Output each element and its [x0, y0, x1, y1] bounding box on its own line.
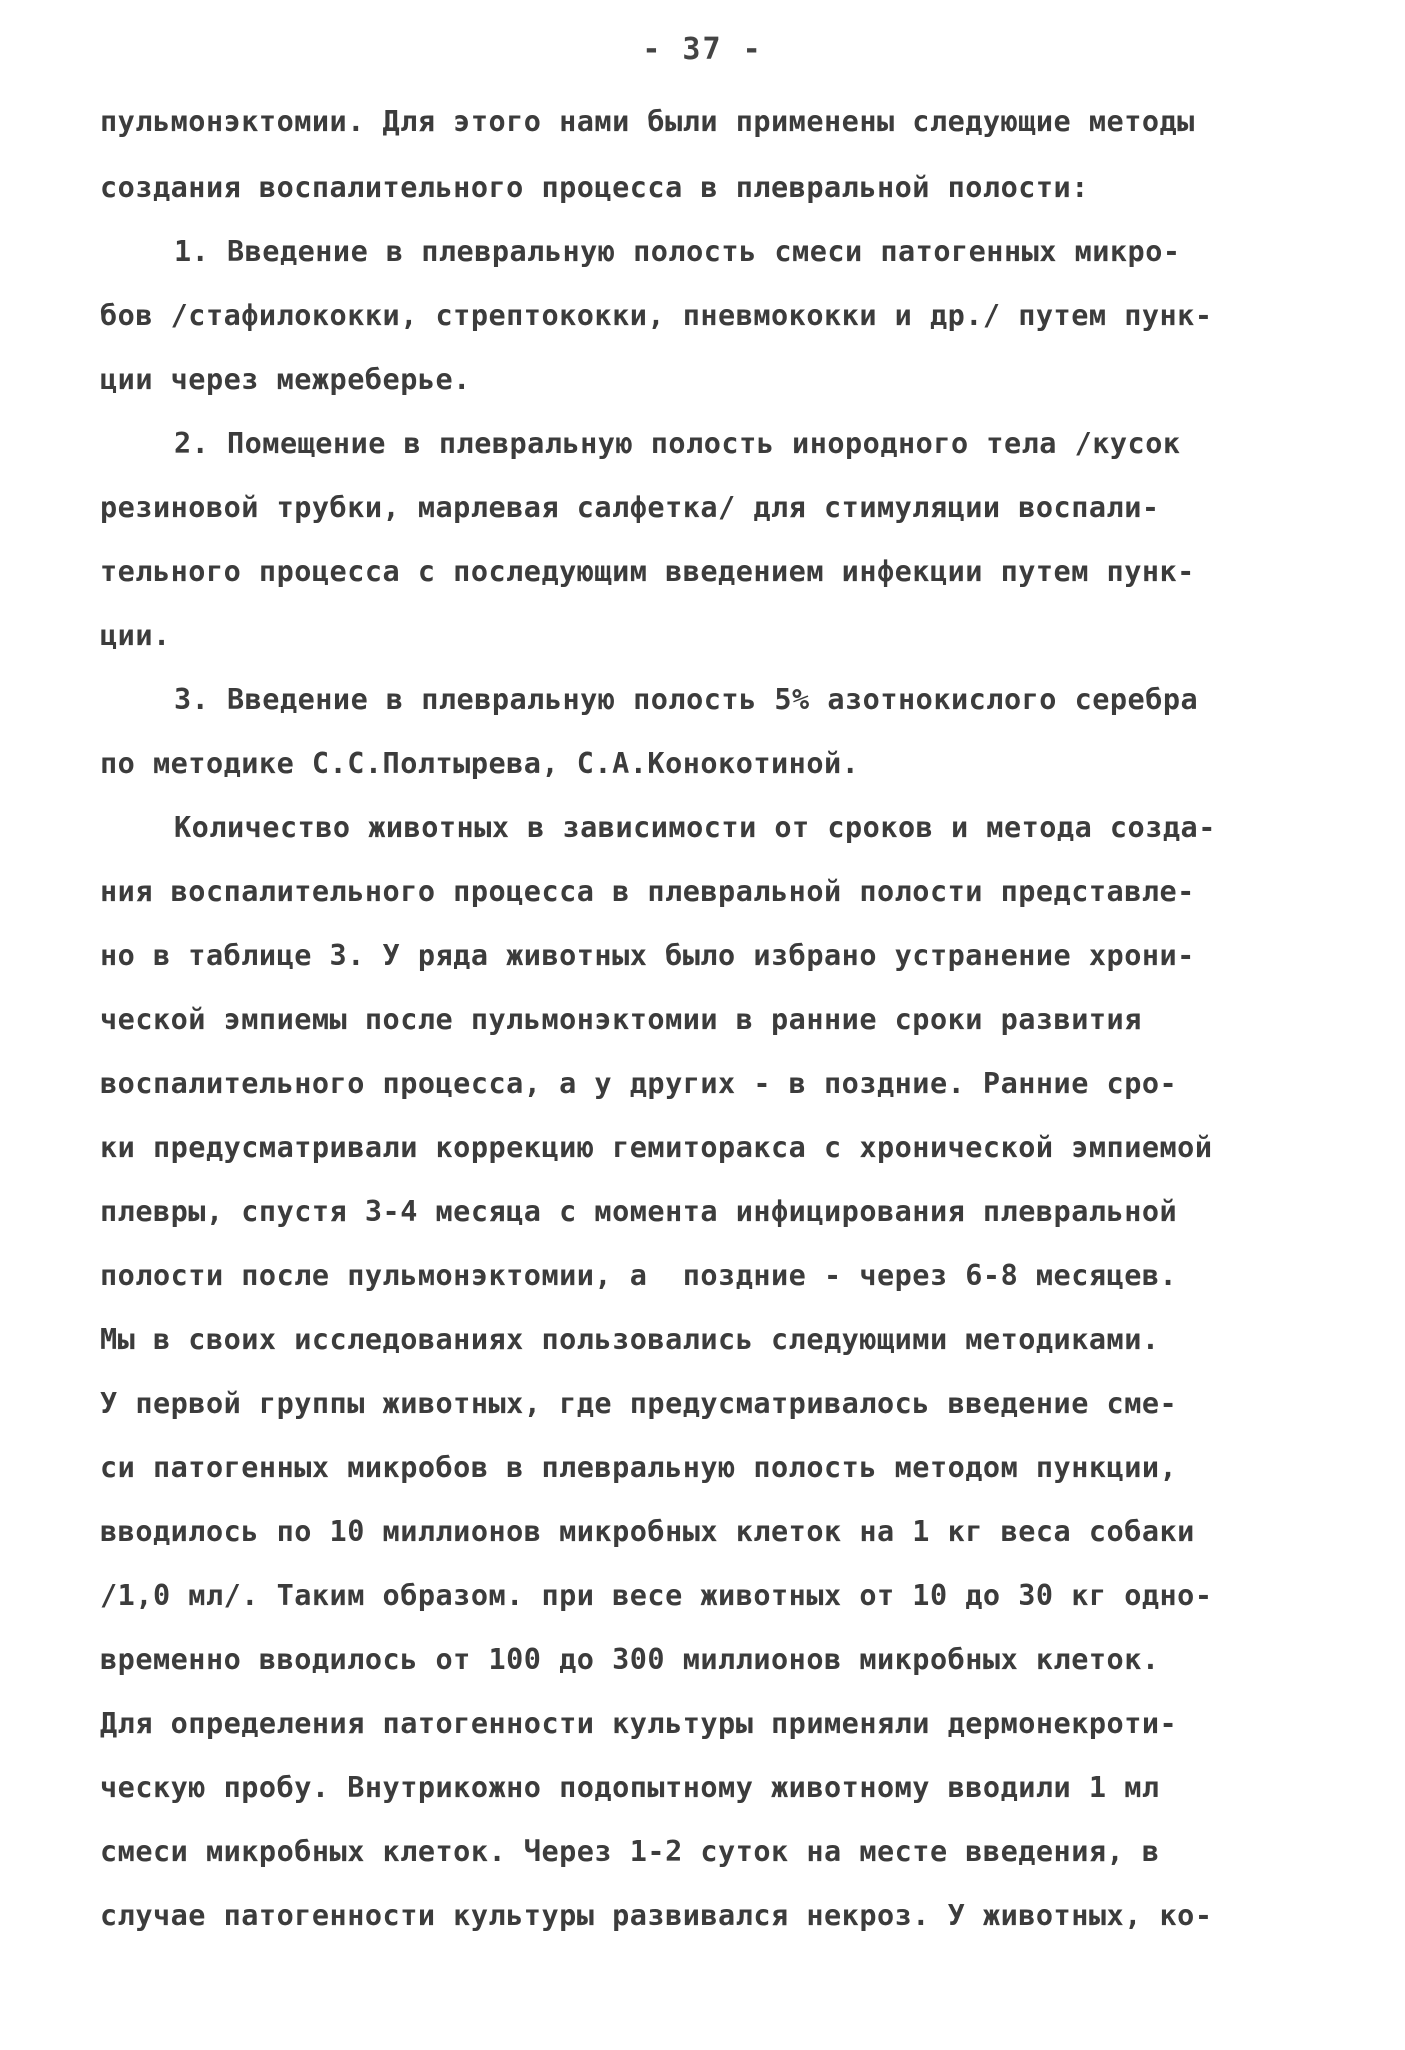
text-line: 3. Введение в плевральную полость 5% азотнокислого серебра [174, 683, 1199, 716]
text-line: ческую пробу. Внутрикожно подопытному животному вводили 1 мл [100, 1771, 1160, 1804]
text-line: У первой группы животных, где предусматривалось введение сме- [100, 1387, 1178, 1420]
text-line: пульмонэктомии. Для этого нами были применены следующие методы [100, 105, 1195, 138]
text-line: ции. [100, 619, 171, 652]
page-number: - 37 - [642, 32, 763, 67]
text-line: смеси микробных клеток. Через 1-2 суток на месте введения, в [100, 1835, 1160, 1868]
text-line: ки предусматривали коррекцию гемиторакса с хронической эмпиемой [100, 1131, 1213, 1164]
text-line: создания воспалительного процесса в плевральной полости: [100, 171, 1089, 204]
text-line: си патогенных микробов в плевральную полость методом пункции, [100, 1451, 1178, 1484]
text-line: Количество животных в зависимости от сроков и метода созда- [174, 811, 1216, 844]
text-line: 1. Введение в плевральную полость смеси патогенных микро- [174, 235, 1181, 268]
text-line: ческой эмпиемы после пульмонэктомии в ранние сроки развития [100, 1003, 1142, 1036]
text-line: /1,0 мл/. Таким образом. при весе животных от 10 до 30 кг одно- [100, 1579, 1213, 1612]
text-line: 2. Помещение в плевральную полость инородного тела /кусок [174, 427, 1181, 460]
text-line: Для определения патогенности культуры применяли дермонекроти- [100, 1707, 1178, 1740]
text-line: резиновой трубки, марлевая салфетка/ для стимуляции воспали- [100, 491, 1160, 524]
text-line: но в таблице 3. У ряда животных было избрано устранение хрони- [100, 939, 1195, 972]
text-line: тельного процесса с последующим введением инфекции путем пунк- [100, 555, 1195, 588]
text-line: полости после пульмонэктомии, а поздние - через 6-8 месяцев. [100, 1259, 1178, 1292]
text-line: по методике С.С.Полтырева, С.А.Конокотиной. [100, 747, 860, 780]
text-line: воспалительного процесса, а у других - в поздние. Ранние сро- [100, 1067, 1178, 1100]
text-line: вводилось по 10 миллионов микробных клеток на 1 кг веса собаки [100, 1515, 1195, 1548]
text-line: случае патогенности культуры развивался некроз. У животных, ко- [100, 1899, 1213, 1932]
text-line: плевры, спустя 3-4 месяца с момента инфицирования плевральной [100, 1195, 1178, 1228]
text-line: бов /стафилококки, стрептококки, пневмококки и др./ путем пунк- [100, 299, 1213, 332]
text-line: временно вводилось от 100 до 300 миллионов микробных клеток. [100, 1643, 1160, 1676]
text-line: Мы в своих исследованиях пользовались следующими методиками. [100, 1323, 1160, 1356]
text-line: ции через межреберье. [100, 363, 471, 396]
text-line: ния воспалительного процесса в плевральной полости представле- [100, 875, 1195, 908]
